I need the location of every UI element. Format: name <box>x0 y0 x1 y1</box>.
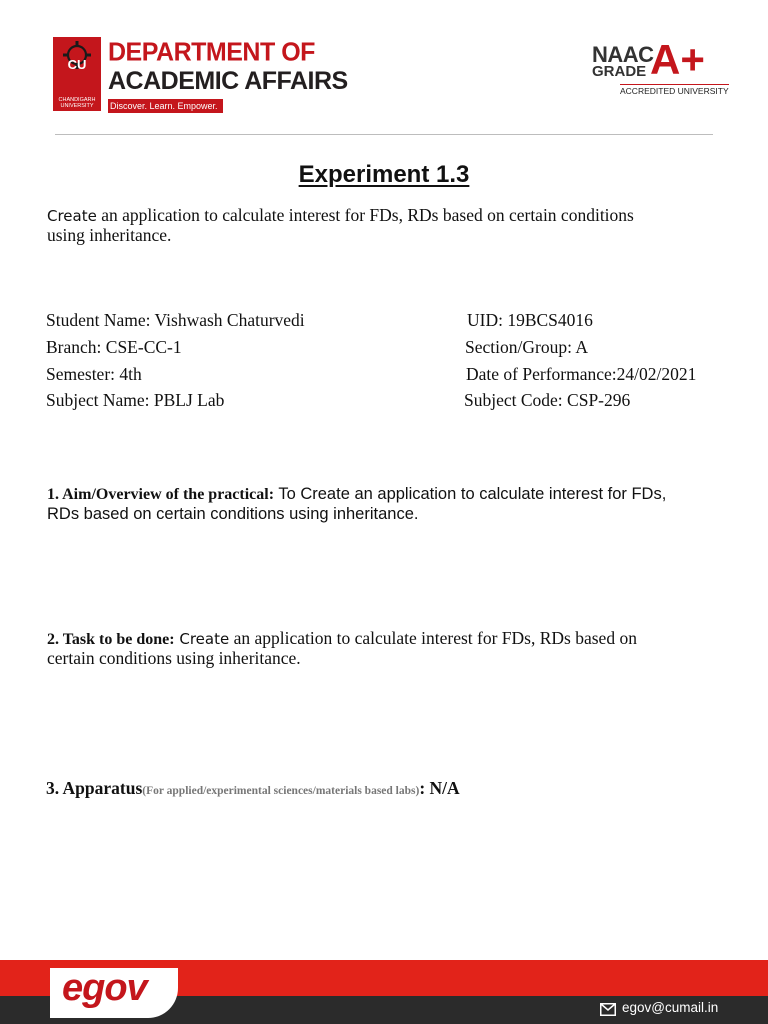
department-title-line2: ACADEMIC AFFAIRS <box>108 67 348 95</box>
experiment-intro <box>47 206 737 245</box>
mail-icon <box>600 1003 616 1016</box>
naac-grade-value: A+ <box>650 36 705 83</box>
student-semester: Semester: 4th <box>46 364 142 384</box>
task-line2: certain conditions using inheritance. <box>47 648 301 668</box>
experiment-title: Experiment 1.3 <box>298 161 470 188</box>
intro-line2: using inheritance. <box>47 225 172 245</box>
date-of-performance: Date of Performance:24/02/2021 <box>466 364 697 384</box>
task-heading: 2. Task to be done: <box>47 631 175 648</box>
intro-line1: an application to calculate interest for FDs, RDs based on certain conditions <box>96 205 634 225</box>
subject-name: Subject Name: PBLJ Lab <box>46 390 225 410</box>
footer-email[interactable]: egov@cumail.in <box>622 1000 719 1015</box>
university-logo <box>53 37 101 111</box>
student-uid: UID: 19BCS4016 <box>467 310 593 330</box>
apparatus-section <box>46 778 460 799</box>
logo-letters: CU <box>67 57 87 72</box>
task-section <box>47 629 737 668</box>
aim-line2: RDs based on certain conditions using inheritance. <box>47 505 419 523</box>
student-section: Section/Group: A <box>465 337 588 357</box>
aim-heading: 1. Aim/Overview of the practical: <box>47 486 275 503</box>
naac-grade-label: GRADE <box>592 63 647 80</box>
student-branch: Branch: CSE-CC-1 <box>46 337 182 357</box>
apparatus-value: : N/A <box>419 778 460 798</box>
tagline: Discover. Learn. Empower. <box>108 99 223 113</box>
naac-label: NAAC <box>592 42 654 67</box>
student-name: Student Name: Vishwash Chaturvedi <box>46 310 305 330</box>
header-divider <box>55 134 713 135</box>
aim-section <box>47 484 737 524</box>
task-line1: an application to calculate interest for FDs, RDs based on <box>229 628 637 648</box>
aim-line1: To Create an application to calculate interest for FDs, <box>274 485 667 503</box>
logo-university-name: CHANDIGARH UNIVERSITY <box>58 97 96 109</box>
egov-logo: egov <box>62 967 147 1009</box>
apparatus-note: (For applied/experimental sciences/materials based labs) <box>142 785 420 797</box>
intro-first-word: Create <box>47 207 97 225</box>
subject-code: Subject Code: CSP-296 <box>464 390 631 410</box>
apparatus-heading: 3. Apparatus <box>46 778 143 798</box>
task-first-word: Create <box>174 630 230 648</box>
naac-accredited: ACCREDITED UNIVERSITY <box>620 86 729 96</box>
department-title <box>108 38 348 96</box>
department-title-line1: DEPARTMENT OF <box>108 37 315 67</box>
